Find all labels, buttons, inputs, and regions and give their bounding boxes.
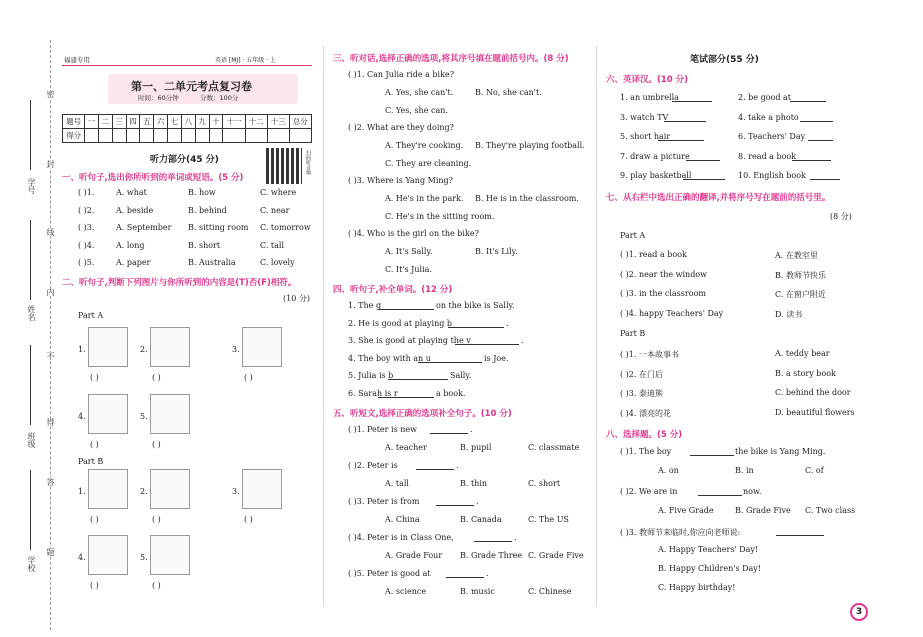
page-number: 3 <box>850 603 868 621</box>
phrase: 9. play basketball <box>620 171 692 180</box>
match-option: A. 在教室里 <box>775 251 818 260</box>
picture-number: 3. <box>232 345 240 354</box>
phrase: 4. take a photo <box>738 112 799 122</box>
option-c: C. of <box>805 466 824 475</box>
sentence-end: . <box>521 336 524 345</box>
option-c: C. He's in the sitting room. <box>385 212 495 221</box>
picture-number: 2. <box>140 345 148 354</box>
option-b: B. thin <box>460 479 488 488</box>
answer-blank[interactable] <box>672 93 712 102</box>
option-a: A. China <box>385 515 420 524</box>
match-option: B. a story book <box>775 368 836 378</box>
option-c: C. classmate <box>528 443 580 452</box>
option-a: A. Five Grade <box>658 506 714 515</box>
score-label: 分数：100分 <box>200 94 239 102</box>
option-c: C. where <box>260 188 297 197</box>
sentence-start: 1. The g <box>348 301 382 310</box>
phrase: 1. an umbrella <box>620 93 679 102</box>
answer-blank[interactable] <box>664 113 706 122</box>
option-c: C. It's Julia. <box>385 265 432 274</box>
option-a: A. paper <box>116 258 151 267</box>
picture-number: 4. <box>78 412 86 421</box>
picture-image <box>150 327 190 367</box>
option-c: C. Grade Five <box>528 551 584 560</box>
question[interactable]: ( )4. Who is the girl on the bike? <box>348 229 479 238</box>
picture-image <box>150 394 190 434</box>
option-c: C. Two class <box>805 506 856 515</box>
picture-image <box>88 327 128 367</box>
part-b-label: Part B <box>620 329 646 338</box>
match-option: A. teddy bear <box>775 349 830 358</box>
picture-image <box>242 469 282 509</box>
question[interactable]: ( )2. We are in <box>620 487 678 496</box>
subject-label: 英语 [MJ] · 五年级 · 上 <box>215 57 276 64</box>
option-a: A. It's Sally. <box>385 247 433 256</box>
score-table: 题号 一 二 三 四 五 六 七 八 九 十 十一 十二 十三 总分 得分 <box>62 114 312 143</box>
option-c: C. Yes, she can. <box>385 106 448 115</box>
answer-blank[interactable] <box>792 152 831 161</box>
question-number[interactable]: ( )2. <box>78 205 95 215</box>
option-a: A. teacher <box>385 443 427 452</box>
phrase: 2. be good at <box>738 93 791 102</box>
sentence-end: . <box>470 425 473 434</box>
answer-blank[interactable] <box>658 132 704 141</box>
sentence-end: now. <box>743 487 762 496</box>
answer-blank[interactable] <box>378 389 434 398</box>
question[interactable]: ( )3. Where is Yang Ming? <box>348 176 453 185</box>
match-question[interactable]: ( )1. read a book <box>620 250 687 259</box>
answer-blank[interactable] <box>698 487 742 496</box>
match-question[interactable]: ( )3. in the classroom <box>620 289 706 298</box>
margin-char: 答 <box>46 478 55 486</box>
answer-parentheses[interactable]: ( ) <box>90 515 99 524</box>
option-b: B. sitting room <box>188 223 249 232</box>
option-c: C. tall <box>260 240 285 250</box>
question[interactable]: ( )3. Peter is from <box>348 497 420 506</box>
option-c: C. tomorrow <box>260 223 311 232</box>
picture-number: 1. <box>78 345 86 354</box>
section-2-title: 二、听句子,判断下列图片与你所听到的内容是(T)否(F)相符。 <box>62 278 297 288</box>
page-title: 第一、二单元考点复习卷 <box>131 80 252 93</box>
sentence-end: . <box>486 569 489 578</box>
question-number[interactable]: ( )3. <box>78 223 95 232</box>
answer-parentheses[interactable]: ( ) <box>90 440 99 449</box>
option-a: A. He's in the park. <box>385 194 464 203</box>
option-b: B. Grade Three <box>460 551 523 560</box>
answer-blank[interactable] <box>800 113 833 122</box>
phrase: 3. watch TV <box>620 112 669 122</box>
picture-number: 3. <box>232 487 240 496</box>
sentence-end: . <box>514 533 517 542</box>
sentence-end: Sally. <box>450 371 472 380</box>
option-b: B. No, she can't. <box>475 88 542 97</box>
picture-number: 1. <box>78 487 86 496</box>
margin-char: 得 <box>46 418 55 426</box>
answer-blank[interactable] <box>448 319 504 328</box>
section-7-score: (8 分) <box>830 212 852 221</box>
section-5-title: 五、听短文,选择正确的选项补全句子。(10 分) <box>333 409 512 419</box>
option-b: B. how <box>188 188 216 197</box>
sentence-start: 5. Julia is b <box>348 371 394 380</box>
answer-parentheses[interactable]: ( ) <box>152 373 161 382</box>
option-a: A. science <box>385 587 427 596</box>
sentence-start: 3. She is good at playing the v <box>348 336 471 345</box>
option-c: C. near <box>260 205 290 215</box>
question-number[interactable]: ( )4. <box>78 240 95 250</box>
picture-image <box>88 394 128 434</box>
written-title: 笔试部分(55 分) <box>690 55 759 65</box>
picture-image <box>88 535 128 575</box>
answer-blank[interactable] <box>810 171 840 180</box>
match-question[interactable]: ( )4. happy Teachers' Day <box>620 308 724 318</box>
answer-blank[interactable] <box>430 425 468 434</box>
section-1-title: 一、听句子,选出你所听到的单词或短语。(5 分) <box>62 173 244 183</box>
option-b: B. Canada <box>460 515 502 524</box>
match-question[interactable]: ( )4. 漂亮的花 <box>620 408 671 418</box>
answer-blank[interactable] <box>686 152 720 161</box>
cut-line <box>50 40 51 630</box>
match-question[interactable]: ( )3. 泰迪熊 <box>620 389 663 398</box>
match-option: C. behind the door <box>775 388 851 397</box>
sentence-end: . <box>456 461 459 470</box>
option-b: B. Grade Five <box>735 506 791 515</box>
answer-blank[interactable] <box>388 371 448 380</box>
option-a: A. beside <box>116 205 154 215</box>
phrase: 5. short hair <box>620 132 671 141</box>
answer-blank[interactable] <box>776 527 824 536</box>
option-c: C. They are cleaning. <box>385 159 472 168</box>
sentence-end: a book. <box>436 388 466 398</box>
answer-blank[interactable] <box>418 354 482 363</box>
answer-blank[interactable] <box>436 497 474 506</box>
sentence-end: on the bike is Sally. <box>436 301 515 310</box>
section-7-title: 七、从右栏中选出正确的翻译,并将序号写在题前的括号里。 <box>606 193 831 203</box>
section-4-title: 四、听句子,补全单词。(12 分) <box>333 285 453 295</box>
match-question[interactable]: ( )2. 在门后 <box>620 369 663 379</box>
margin-char: 密 <box>46 90 55 98</box>
option-b: B. pupil <box>460 443 492 452</box>
option-b: B. Australia <box>188 258 236 267</box>
picture-number: 5. <box>140 553 148 562</box>
answer-blank[interactable] <box>416 461 454 470</box>
answer-parentheses[interactable]: ( ) <box>152 515 161 524</box>
phrase: 7. draw a picture <box>620 151 690 161</box>
school-label: 学校 <box>27 556 36 572</box>
option-a: A. on <box>658 466 679 475</box>
answer-blank[interactable] <box>790 93 826 102</box>
sentence-start: 6. Sarah is r <box>348 388 398 398</box>
phrase: 10. English book <box>738 171 806 180</box>
question[interactable]: ( )4. Peter is in Class One, <box>348 533 454 542</box>
qr-label: 扫码听音频 <box>305 150 311 175</box>
picture-image <box>242 327 282 367</box>
answer-parentheses[interactable]: ( ) <box>152 581 161 590</box>
answer-parentheses[interactable]: ( ) <box>90 373 99 382</box>
answer-blank[interactable] <box>378 301 434 310</box>
option: C. Happy birthday! <box>658 583 736 592</box>
sentence-end: the bike is Yang Ming. <box>735 447 826 456</box>
time-label: 时间：60分钟 <box>138 94 179 102</box>
sentence-end: . <box>506 318 509 328</box>
option-a: A. long <box>116 240 145 250</box>
margin-char: 内 <box>46 288 55 296</box>
option-a: A. Yes, she can't. <box>385 88 454 97</box>
phrase: 8. read a book <box>738 151 797 161</box>
match-option: D. 读书 <box>775 309 803 319</box>
option-b: B. He is in the classroom. <box>475 194 579 203</box>
picture-image <box>150 535 190 575</box>
answer-blank[interactable] <box>474 533 512 542</box>
picture-image <box>150 469 190 509</box>
option-a: A. September <box>116 223 172 232</box>
section-8-title: 八、选择题。(5 分) <box>606 430 683 440</box>
phrase: 6. Teachers' Day <box>738 132 806 141</box>
option-a: A. what <box>116 188 147 197</box>
option-a: A. Grade Four <box>385 551 443 560</box>
question[interactable]: ( )1. Peter is new <box>348 425 417 434</box>
class-label: 班级 <box>27 432 36 448</box>
picture-number: 2. <box>140 487 148 496</box>
answer-parentheses[interactable]: ( ) <box>244 373 253 382</box>
picture-image <box>88 469 128 509</box>
section-6-title: 六、英译汉。(10 分) <box>606 75 689 85</box>
answer-blank[interactable] <box>690 447 734 456</box>
answer-parentheses[interactable]: ( ) <box>244 515 253 524</box>
option-a: A. tall <box>385 479 409 488</box>
part-b-label: Part B <box>78 457 104 466</box>
option-a: A. They're cooking. <box>385 141 464 150</box>
question-number[interactable]: ( )1. <box>78 188 95 197</box>
match-question[interactable]: ( )2. near the window <box>620 269 707 279</box>
margin-char: 封 <box>46 160 55 168</box>
part-a-label: Part A <box>78 311 104 320</box>
name-label: 姓名 <box>27 305 36 321</box>
option-c: C. Chinese <box>528 587 572 596</box>
match-option: B. 教师节快乐 <box>775 270 826 280</box>
sentence-start: 2. He is good at playing b <box>348 318 453 328</box>
question-number[interactable]: ( )5. <box>78 258 95 267</box>
student-number-label: 学号 <box>27 178 36 194</box>
question[interactable]: ( )2. Peter is <box>348 461 398 470</box>
answer-blank[interactable] <box>446 569 484 578</box>
question[interactable]: ( )5. Peter is good at <box>348 569 431 578</box>
option-c: C. short <box>528 479 561 488</box>
option: A. Happy Teachers' Day! <box>658 545 759 554</box>
match-option: C. 在窗户附近 <box>775 290 826 299</box>
match-question[interactable]: ( )1. 一本故事书 <box>620 350 679 359</box>
question[interactable]: ( )1. The boy <box>620 447 672 456</box>
question[interactable]: ( )1. Can Julia ride a bike? <box>348 70 454 79</box>
option-b: B. They're playing football. <box>475 141 585 150</box>
option-b: B. short <box>188 240 221 250</box>
sentence-start: 4. The boy with an u <box>348 353 431 363</box>
part-a-label: Part A <box>620 231 646 240</box>
margin-char: 题 <box>46 548 55 556</box>
option-c: C. The US <box>528 515 569 524</box>
brand-label: 福建专用 <box>64 56 90 64</box>
answer-parentheses[interactable]: ( ) <box>152 440 161 449</box>
margin-char: 线 <box>46 228 55 236</box>
option-c: C. lovely <box>260 258 295 267</box>
question[interactable]: ( )3. 教师节来临时,你应向老师说: <box>620 528 741 537</box>
question[interactable]: ( )2. What are they doing? <box>348 123 454 132</box>
sentence-end: is Joe. <box>484 353 509 363</box>
option-b: B. in <box>735 466 754 475</box>
option-b: B. It's Lily. <box>475 247 518 256</box>
picture-number: 4. <box>78 553 86 562</box>
picture-number: 5. <box>140 412 148 421</box>
option-b: B. behind <box>188 205 227 215</box>
section-3-title: 三、听对话,选择正确的选项,将其序号填在题前括号内。(8 分) <box>333 54 569 64</box>
match-option: D. beautiful flowers <box>775 407 855 417</box>
answer-parentheses[interactable]: ( ) <box>90 581 99 590</box>
section-2-score: (10 分) <box>283 294 310 303</box>
option: B. Happy Children's Day! <box>658 564 762 573</box>
answer-blank[interactable] <box>683 171 725 180</box>
option-b: B. music <box>460 587 495 596</box>
sentence-end: . <box>476 497 479 506</box>
margin-char: 不 <box>46 352 55 360</box>
qr-code-icon[interactable] <box>266 148 302 184</box>
listening-title: 听力部分(45 分) <box>150 155 219 165</box>
answer-blank[interactable] <box>455 336 519 345</box>
answer-blank[interactable] <box>808 132 833 141</box>
